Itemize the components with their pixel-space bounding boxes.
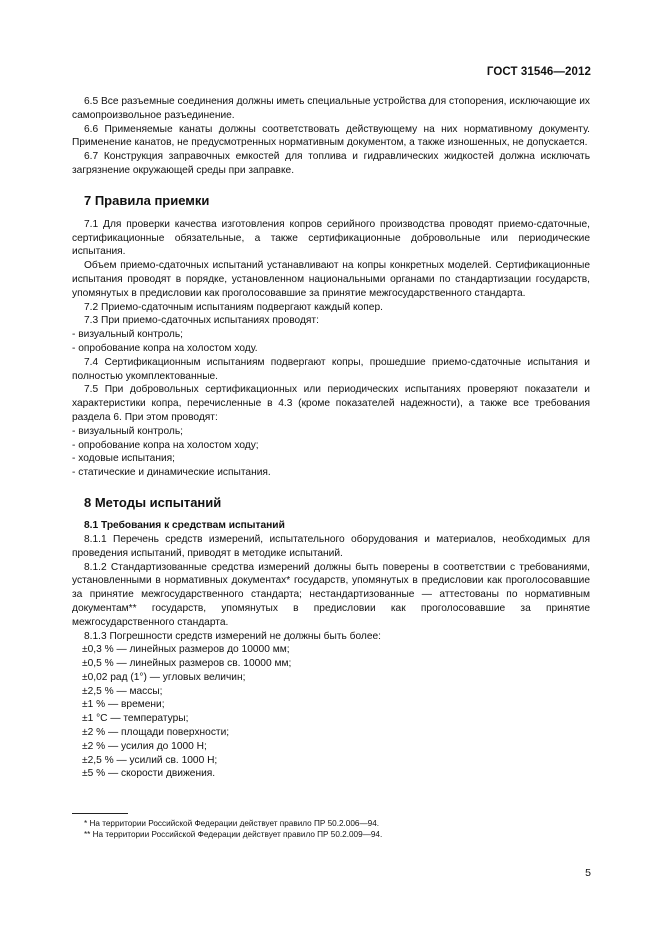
tolerance-item: ±2,5 % — усилий св. 1000 Н; bbox=[82, 754, 218, 766]
standard-number-header: ГОСТ 31546—2012 bbox=[486, 66, 591, 78]
footnote-1: * На территории Российской Федерации действует правило ПР 50.2.006—94. bbox=[84, 819, 380, 828]
clause-8-1-3: 8.1.3 Погрешности средств измерений не должны быть более: bbox=[84, 630, 382, 642]
subsection-8-1-heading: 8.1 Требования к средствам испытаний bbox=[84, 519, 285, 531]
clause-7-3: 7.3 При приемо-сдаточных испытаниях проводят: bbox=[84, 315, 319, 327]
tolerance-item: ±2,5 % — массы; bbox=[82, 685, 163, 697]
page-number: 5 bbox=[585, 867, 591, 879]
tolerance-item: ±1 % — времени; bbox=[82, 699, 165, 711]
tolerance-item: ±1 °С — температуры; bbox=[82, 713, 189, 725]
tolerance-item: ±0,3 % — линейных размеров до 10000 мм; bbox=[82, 644, 290, 656]
tolerance-item: ±2 % — усилия до 1000 Н; bbox=[82, 740, 207, 752]
footnote-2: ** На территории Российской Федерации действует правило ПР 50.2.009—94. bbox=[84, 830, 383, 839]
tolerance-item: ±0,02 рад (1°) — угловых величин; bbox=[82, 671, 246, 683]
clause-8-1-2: 8.1.2 Стандартизованные средства измерений должны быть поверены в соответствии с требованиями, установленными в нормативных документах* государств, упомянутых в предисловии как проголосовавшие за принятие межгосударственного стандарта; нестандартизованные — аттестованы по нормативным документам** государств, упомянутых в предисловии как проголосовавшие за принятие межгосударственного стандарта. bbox=[72, 561, 590, 628]
tolerance-item: ±2 % — площади поверхности; bbox=[82, 727, 230, 739]
section-7-heading: 7 Правила приемки bbox=[84, 192, 210, 208]
list-item: - статические и динамические испытания. bbox=[72, 467, 271, 479]
list-item: - визуальный контроль; bbox=[72, 425, 183, 437]
clause-7-1-scope: Объем приемо-сдаточных испытаний устанавливают на копры конкретных моделей. Сертификационные испытания проводят в порядке, установленном национальными органами по стандартизации государств, упомянутых в предисловии как проголосовавшие за принятие межгосударственного стандарта. bbox=[72, 260, 590, 299]
clause-7-1: 7.1 Для проверки качества изготовления копров серийного производства проводят приемо-сдаточные, сертификационные обязательные, а также сертификационные добровольные или периодические испытания. bbox=[72, 218, 590, 258]
clause-6-5: 6.5 Все разъемные соединения должны иметь специальные устройства для стопорения, исключающие их самопроизвольное разъединение. bbox=[72, 96, 590, 121]
list-item: - визуальный контроль; bbox=[72, 329, 183, 341]
tolerance-item: ±5 % — скорости движения. bbox=[82, 768, 216, 780]
list-item: - ходовые испытания; bbox=[72, 453, 175, 465]
clause-6-6: 6.6 Применяемые канаты должны соответствовать действующему на них нормативному документу. Применение канатов, не предусмотренных нормативным документом, а также изношенных, не допускается. bbox=[72, 123, 590, 149]
list-item: - опробование копра на холостом ходу; bbox=[72, 439, 259, 451]
footnotes bbox=[72, 813, 590, 840]
clause-8-1-1: 8.1.1 Перечень средств измерений, испытательного оборудования и материалов, необходимых для проведения испытаний, приводят в методике испытаний. bbox=[72, 533, 590, 559]
document-body bbox=[72, 95, 590, 781]
clause-7-2: 7.2 Приемо-сдаточным испытаниям подвергают каждый копер. bbox=[84, 301, 383, 313]
clause-7-5: 7.5 При добровольных сертификационных или периодических испытаниях проверяют показатели и характеристики копра, перечисленные в 4.3 (кроме показателей надежности), а также все требования раздела 6. При этом проводят: bbox=[72, 384, 590, 423]
section-8-heading: 8 Методы испытаний bbox=[84, 494, 222, 510]
tolerance-list bbox=[72, 643, 590, 781]
footnote-divider bbox=[72, 813, 128, 814]
clause-6-7: 6.7 Конструкция заправочных емкостей для топлива и гидравлических жидкостей должна исключать загрязнение окружающей среды при заправке. bbox=[72, 151, 590, 176]
tolerance-item: ±0,5 % — линейных размеров св. 10000 мм; bbox=[82, 658, 292, 670]
clause-7-4: 7.4 Сертификационным испытаниям подвергают копры, прошедшие приемо-сдаточные испытания и полностью укомплектованные. bbox=[72, 356, 590, 382]
list-item: - опробование копра на холостом ходу. bbox=[72, 342, 258, 354]
